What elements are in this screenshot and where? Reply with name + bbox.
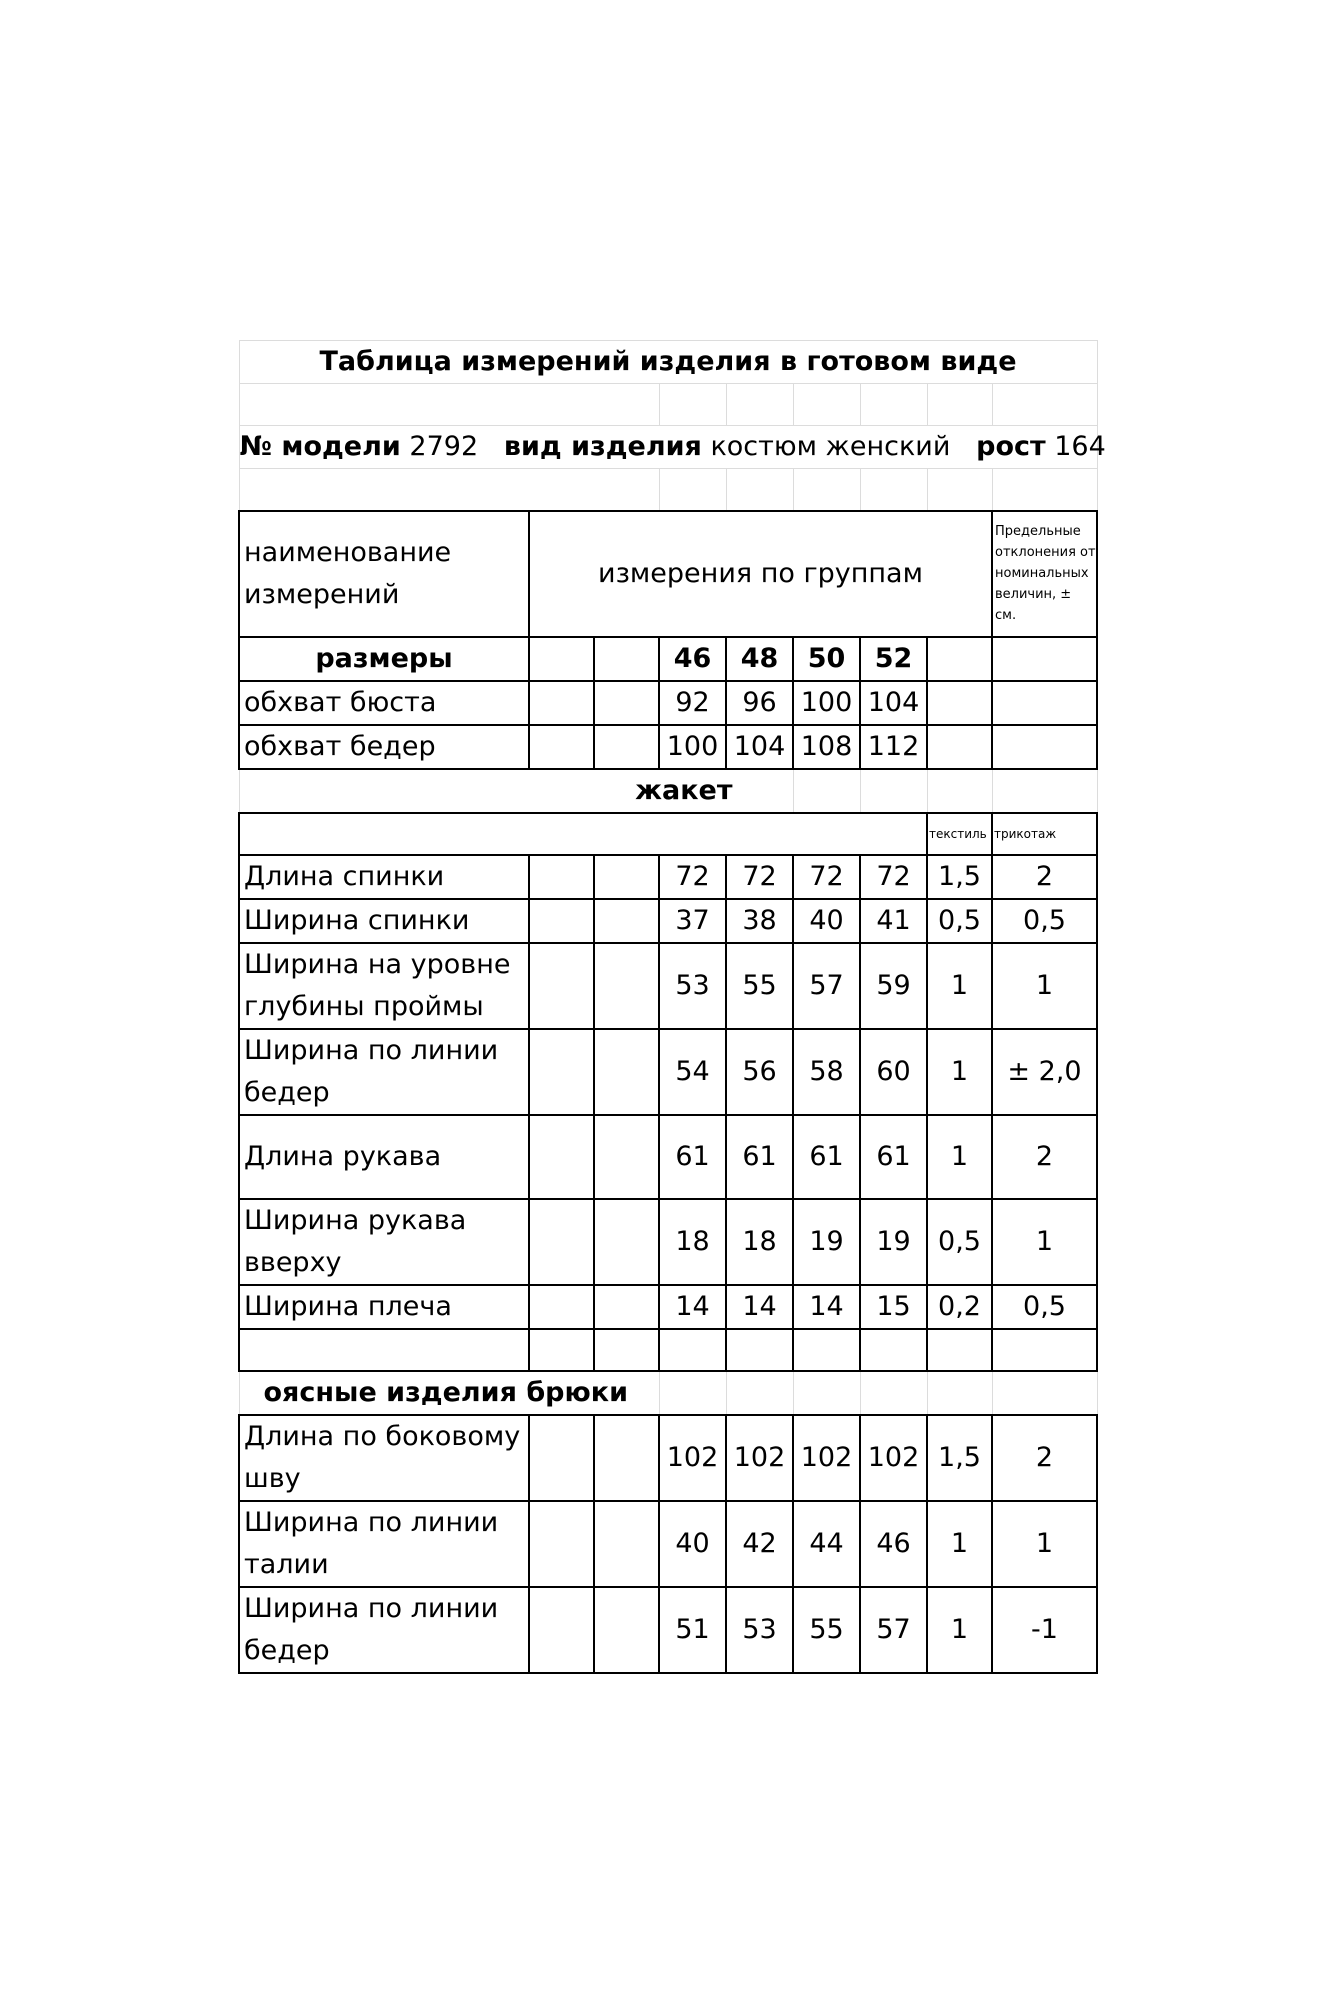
- row-name: Длина спинки: [239, 855, 529, 899]
- row-name: Ширина плеча: [239, 1285, 529, 1329]
- empty-cell: [594, 1285, 659, 1329]
- table-row: [239, 1199, 1097, 1285]
- empty-cell: [594, 637, 659, 681]
- row-value: 55: [726, 943, 793, 1029]
- row-tol-knit: -1: [992, 1587, 1097, 1673]
- blank-cell: [239, 469, 659, 511]
- row-tol-knit: 2: [992, 1415, 1097, 1501]
- row-value: 51: [659, 1587, 726, 1673]
- table-row: [239, 1285, 1097, 1329]
- empty-cell: [529, 943, 594, 1029]
- blank-cell: [860, 469, 927, 511]
- row-value: 37: [659, 899, 726, 943]
- blank-cell: [927, 384, 992, 426]
- empty-cell: [594, 943, 659, 1029]
- empty-cell: [529, 1285, 594, 1329]
- row-value: 19: [793, 1199, 860, 1285]
- height-value: 164: [1054, 431, 1106, 462]
- empty-cell: [594, 1501, 659, 1587]
- row-value: 61: [726, 1115, 793, 1199]
- row-value: 61: [793, 1115, 860, 1199]
- empty-cell: [594, 1329, 659, 1371]
- row-tol-textile: 1,5: [927, 1415, 992, 1501]
- row-value: 44: [793, 1501, 860, 1587]
- row-value: 56: [726, 1029, 793, 1115]
- tolerance-subheader-row: [239, 813, 1097, 855]
- row-value: 102: [860, 1415, 927, 1501]
- row-value: 104: [726, 725, 793, 769]
- section-row-trousers: [239, 1371, 1097, 1415]
- empty-cell: [927, 1329, 992, 1371]
- empty-cell: [529, 1587, 594, 1673]
- row-value: 15: [860, 1285, 927, 1329]
- row-value: 108: [793, 725, 860, 769]
- row-value: 59: [860, 943, 927, 1029]
- header-tolerance-col: Предельные отклонения от номинальных величин, ± см.: [992, 511, 1097, 637]
- size-48: 48: [726, 637, 793, 681]
- empty-cell: [594, 681, 659, 725]
- row-tol-knit: ± 2,0: [992, 1029, 1097, 1115]
- row-value: 92: [659, 681, 726, 725]
- blank-cell: [726, 469, 793, 511]
- row-value: 60: [860, 1029, 927, 1115]
- blank-cell: [860, 769, 927, 813]
- row-value: 14: [726, 1285, 793, 1329]
- row-value: 40: [793, 899, 860, 943]
- empty-cell: [726, 1329, 793, 1371]
- row-value: 102: [726, 1415, 793, 1501]
- row-tol-textile: 0,5: [927, 1199, 992, 1285]
- empty-cell: [992, 1329, 1097, 1371]
- blank-cell: [793, 384, 860, 426]
- row-name: Ширина по линии бедер: [239, 1587, 529, 1673]
- blank-cell: [793, 469, 860, 511]
- table-title: Таблица измерений изделия в готовом виде: [239, 341, 1097, 384]
- table-row: [239, 1029, 1097, 1115]
- empty-cell: [529, 1329, 594, 1371]
- sizes-row: [239, 637, 1097, 681]
- row-value: 61: [860, 1115, 927, 1199]
- model-row: [239, 426, 1097, 469]
- empty-cell: [992, 725, 1097, 769]
- row-value: 58: [793, 1029, 860, 1115]
- empty-cell: [529, 855, 594, 899]
- row-tol-textile: 1: [927, 1587, 992, 1673]
- empty-row: [239, 1329, 1097, 1371]
- row-value: 55: [793, 1587, 860, 1673]
- empty-cell: [529, 1029, 594, 1115]
- model-line: [239, 426, 1106, 469]
- tolerance-textile-label: текстиль: [927, 813, 992, 855]
- empty-cell: [594, 899, 659, 943]
- row-value: 53: [726, 1587, 793, 1673]
- table-row: [239, 943, 1097, 1029]
- row-value: 41: [860, 899, 927, 943]
- product-type-value: костюм женский: [710, 431, 951, 462]
- row-tol-textile: 0,5: [927, 899, 992, 943]
- empty-cell: [529, 899, 594, 943]
- empty-cell: [529, 725, 594, 769]
- table-row: [239, 681, 1097, 725]
- table-row: [239, 1415, 1097, 1501]
- row-tol-textile: 1: [927, 943, 992, 1029]
- row-value: 72: [726, 855, 793, 899]
- empty-cell: [594, 1029, 659, 1115]
- blank-cell: [726, 1371, 793, 1415]
- section-row-jacket: [239, 769, 1097, 813]
- row-tol-knit: 1: [992, 1501, 1097, 1587]
- product-type-label: вид изделия: [503, 431, 702, 462]
- empty-cell: [594, 1415, 659, 1501]
- blank-cell: [239, 384, 659, 426]
- empty-cell: [529, 637, 594, 681]
- row-tol-knit: 2: [992, 855, 1097, 899]
- tolerance-knit-label: трикотаж: [992, 813, 1097, 855]
- empty-cell: [992, 681, 1097, 725]
- row-tol-textile: 1: [927, 1029, 992, 1115]
- empty-cell: [659, 1329, 726, 1371]
- row-value: 53: [659, 943, 726, 1029]
- empty-cell: [529, 1415, 594, 1501]
- empty-cell: [594, 1199, 659, 1285]
- header-name-col: наименование измерений: [239, 511, 529, 637]
- blank-cell: [659, 469, 726, 511]
- row-tol-textile: 1,5: [927, 855, 992, 899]
- empty-cell: [927, 725, 992, 769]
- row-tol-knit: 0,5: [992, 1285, 1097, 1329]
- row-value: 102: [659, 1415, 726, 1501]
- empty-cell: [529, 1199, 594, 1285]
- row-tol-textile: 1: [927, 1115, 992, 1199]
- row-value: 100: [659, 725, 726, 769]
- row-tol-textile: 1: [927, 1501, 992, 1587]
- row-value: 18: [659, 1199, 726, 1285]
- height-label: рост: [976, 431, 1046, 462]
- row-value: 40: [659, 1501, 726, 1587]
- row-value: 46: [860, 1501, 927, 1587]
- title-row: [239, 341, 1097, 384]
- blank-row: [239, 469, 1097, 511]
- blank-cell: [992, 1371, 1097, 1415]
- measurement-table: [238, 340, 1106, 1674]
- row-value: 38: [726, 899, 793, 943]
- header-row: [239, 511, 1097, 637]
- row-tol-knit: 0,5: [992, 899, 1097, 943]
- blank-cell: [659, 1371, 726, 1415]
- row-value: 100: [793, 681, 860, 725]
- empty-cell: [793, 1329, 860, 1371]
- row-value: 19: [860, 1199, 927, 1285]
- blank-cell: [793, 1371, 860, 1415]
- blank-cell: [860, 384, 927, 426]
- blank-cell: [726, 384, 793, 426]
- row-value: 72: [860, 855, 927, 899]
- blank-cell: [992, 384, 1097, 426]
- table-row: [239, 1115, 1097, 1199]
- row-value: 14: [659, 1285, 726, 1329]
- row-value: 57: [860, 1587, 927, 1673]
- section-label-jacket: жакет: [239, 769, 793, 813]
- model-number: 2792: [409, 431, 479, 462]
- table-row: [239, 725, 1097, 769]
- blank-cell: [927, 1371, 992, 1415]
- row-value: 112: [860, 725, 927, 769]
- blank-cell: [992, 769, 1097, 813]
- row-tol-knit: 1: [992, 943, 1097, 1029]
- blank-cell: [793, 769, 860, 813]
- row-value: 42: [726, 1501, 793, 1587]
- empty-cell: [594, 1587, 659, 1673]
- blank-cell: [992, 469, 1097, 511]
- row-value: 61: [659, 1115, 726, 1199]
- table-row: [239, 1501, 1097, 1587]
- row-name: Ширина на уровне глубины проймы: [239, 943, 529, 1029]
- empty-cell: [239, 1329, 529, 1371]
- table-row: [239, 855, 1097, 899]
- empty-cell: [594, 725, 659, 769]
- row-value: 96: [726, 681, 793, 725]
- empty-cell: [529, 1501, 594, 1587]
- row-value: 14: [793, 1285, 860, 1329]
- row-name: Ширина по линии талии: [239, 1501, 529, 1587]
- row-value: 18: [726, 1199, 793, 1285]
- table-row: [239, 899, 1097, 943]
- empty-cell: [927, 637, 992, 681]
- empty-cell: [529, 1115, 594, 1199]
- section-label-trousers: оясные изделия брюки: [239, 1371, 659, 1415]
- empty-cell: [529, 681, 594, 725]
- empty-cell: [239, 813, 927, 855]
- sizes-label: размеры: [239, 637, 529, 681]
- row-value: 54: [659, 1029, 726, 1115]
- row-tol-textile: 0,2: [927, 1285, 992, 1329]
- blank-row: [239, 384, 1097, 426]
- row-name: Длина по боковому шву: [239, 1415, 529, 1501]
- measurement-sheet: [238, 340, 1106, 1674]
- row-value: 104: [860, 681, 927, 725]
- row-tol-knit: 1: [992, 1199, 1097, 1285]
- blank-cell: [860, 1371, 927, 1415]
- row-name: Ширина рукава вверху: [239, 1199, 529, 1285]
- model-label: № модели: [239, 431, 401, 462]
- size-46: 46: [659, 637, 726, 681]
- empty-cell: [992, 637, 1097, 681]
- row-value: 102: [793, 1415, 860, 1501]
- empty-cell: [594, 855, 659, 899]
- blank-cell: [927, 469, 992, 511]
- row-name: Длина рукава: [239, 1115, 529, 1199]
- row-value: 57: [793, 943, 860, 1029]
- header-groups-col: измерения по группам: [529, 511, 992, 637]
- row-value: 72: [659, 855, 726, 899]
- size-50: 50: [793, 637, 860, 681]
- row-value: 72: [793, 855, 860, 899]
- row-name: Ширина по линии бедер: [239, 1029, 529, 1115]
- blank-cell: [659, 384, 726, 426]
- empty-cell: [594, 1115, 659, 1199]
- blank-cell: [927, 769, 992, 813]
- empty-cell: [927, 681, 992, 725]
- size-52: 52: [860, 637, 927, 681]
- table-row: [239, 1587, 1097, 1673]
- row-tol-knit: 2: [992, 1115, 1097, 1199]
- empty-cell: [860, 1329, 927, 1371]
- row-name: обхват бедер: [239, 725, 529, 769]
- row-name: Ширина спинки: [239, 899, 529, 943]
- row-name: обхват бюста: [239, 681, 529, 725]
